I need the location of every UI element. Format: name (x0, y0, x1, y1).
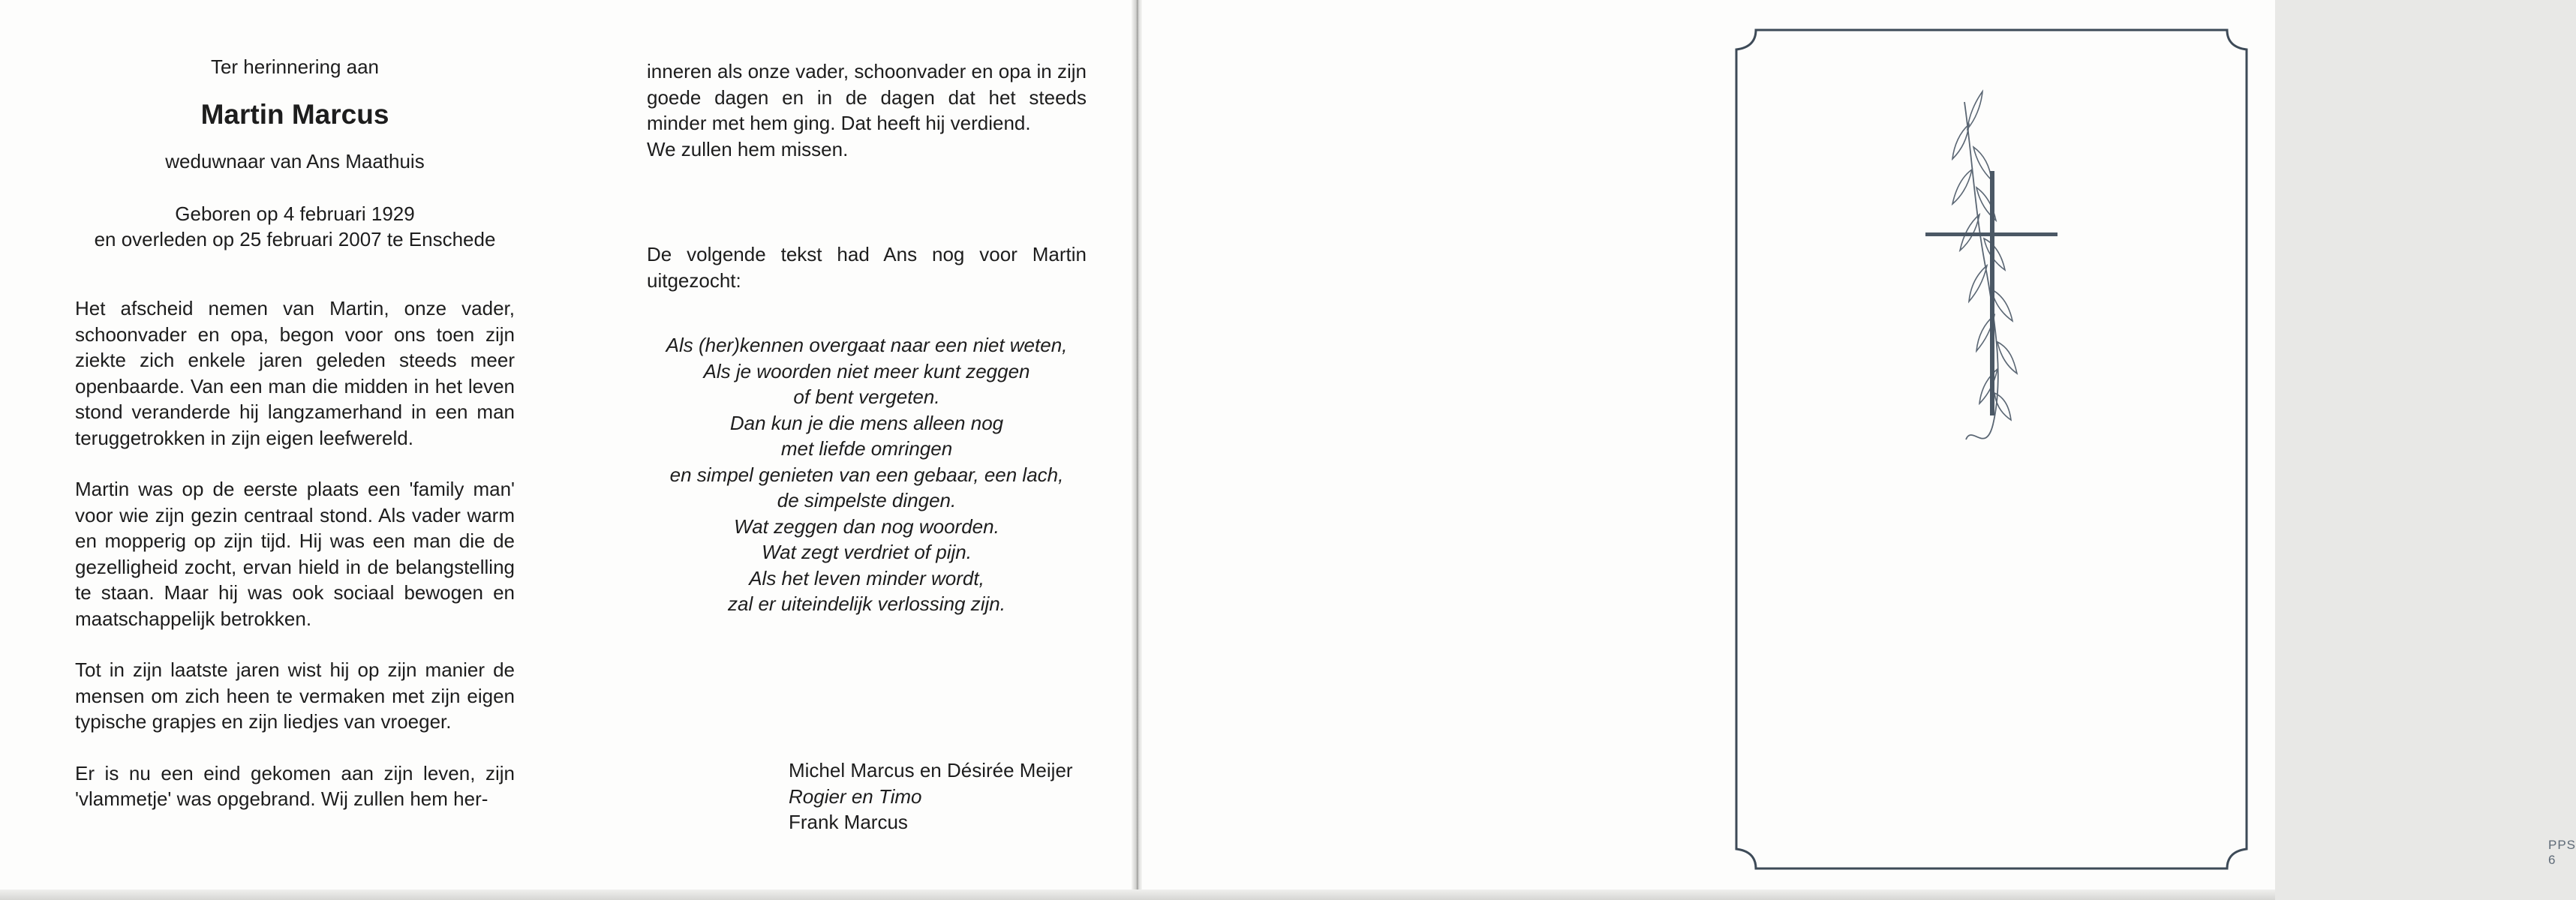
poem-line: en simpel genieten van een gebaar, een lach, (669, 463, 1064, 486)
paragraph-family-man: Martin was op de eerste plaats een 'family man' voor wie zijn gezin centraal stond. Als vader warm en mopperig op zijn tijd. Hij was een man die de gezelligheid zocht, ervan hield in de belangstelling te staan. Maar hij was ook sociaal bewogen en maatschappelijk betrokken. (75, 478, 515, 630)
poem-line: met liefde omringen (780, 437, 953, 460)
poem (647, 332, 1087, 617)
memorial-column-2 (647, 58, 1087, 617)
intro-line: Ter herinnering aan (210, 56, 380, 78)
cover-frame (1733, 27, 2250, 872)
signer-michel: Michel Marcus en Désirée Meijer (789, 759, 1073, 782)
continuation-text: inneren als onze vader, schoonvader en opa in zijn goede dagen en in de dagen dat het steeds minder met hem ging. Dat heeft hij verdiend. (647, 60, 1087, 134)
poem-line: Als je woorden niet meer kunt zeggen (703, 359, 1030, 382)
cross-vertical-beam (1990, 171, 1994, 416)
cross-icon (1925, 171, 2057, 416)
poem-line: Wat zeggen dan nog woorden. (734, 514, 999, 538)
poem-introduction: De volgende tekst had Ans nog voor Martin uitgezocht: (647, 243, 1087, 292)
ornamental-frame-border (1736, 30, 2247, 868)
miss-line: We zullen hem missen. (647, 137, 849, 160)
widower-line: weduwnaar van Ans Maathuis (165, 150, 425, 172)
paragraph-farewell: Het afscheid nemen van Martin, onze vader, schoonvader en opa, begon voor ons toen zijn ziekte zich enkele jaren geleden steeds meer openbaarde. Van een man die midden in het leven stond veranderde hij langzamerhand in een man teruggetrokken in zijn eigen leefwereld. (75, 297, 515, 449)
signatories (789, 758, 1073, 836)
poem-line: Dan kun je die mens alleen nog (729, 411, 1004, 434)
olive-branch-icon (1952, 92, 2017, 440)
paragraph-humour: Tot in zijn laatste jaren wist hij op zijn manier de mensen om zich heen te vermaken met zijn eigen typische grapjes en zijn liedjes van vroeger. (75, 658, 515, 733)
deceased-name: Martin Marcus (200, 99, 389, 130)
life-dates (75, 201, 515, 252)
poem-line: of bent vergeten. (793, 386, 940, 408)
inner-left-page (0, 0, 1132, 890)
signer-grandchildren: Rogier en Timo (789, 784, 922, 808)
card-fold (1132, 0, 1142, 900)
poem-line: Als (her)kennen overgaat naar een niet weten, (666, 334, 1068, 356)
paragraph-continuation (647, 58, 1087, 162)
signer-frank: Frank Marcus (789, 811, 908, 833)
poem-line: zal er uiteindelijk verlossing zijn. (728, 592, 1005, 615)
paragraph-end-of-life: Er is nu een eind gekomen aan zijn leven, zijn 'vlammetje' was opgebrand. Wij zullen hem her- (75, 761, 515, 810)
birth-date: Geboren op 4 februari 1929 (175, 202, 415, 225)
poem-line: Als het leven minder wordt, (749, 566, 984, 590)
poem-line: de simpelste dingen. (777, 489, 957, 512)
memorial-column-1 (75, 54, 515, 812)
cross-horizontal-beam (1925, 232, 2057, 236)
poem-line: Wat zegt verdriet of pijn. (762, 541, 972, 563)
page-bottom-edge (0, 890, 2275, 900)
printer-code: PPS 6 (2548, 838, 2576, 867)
death-date: en overleden op 25 februari 2007 te Enschede (94, 228, 496, 250)
